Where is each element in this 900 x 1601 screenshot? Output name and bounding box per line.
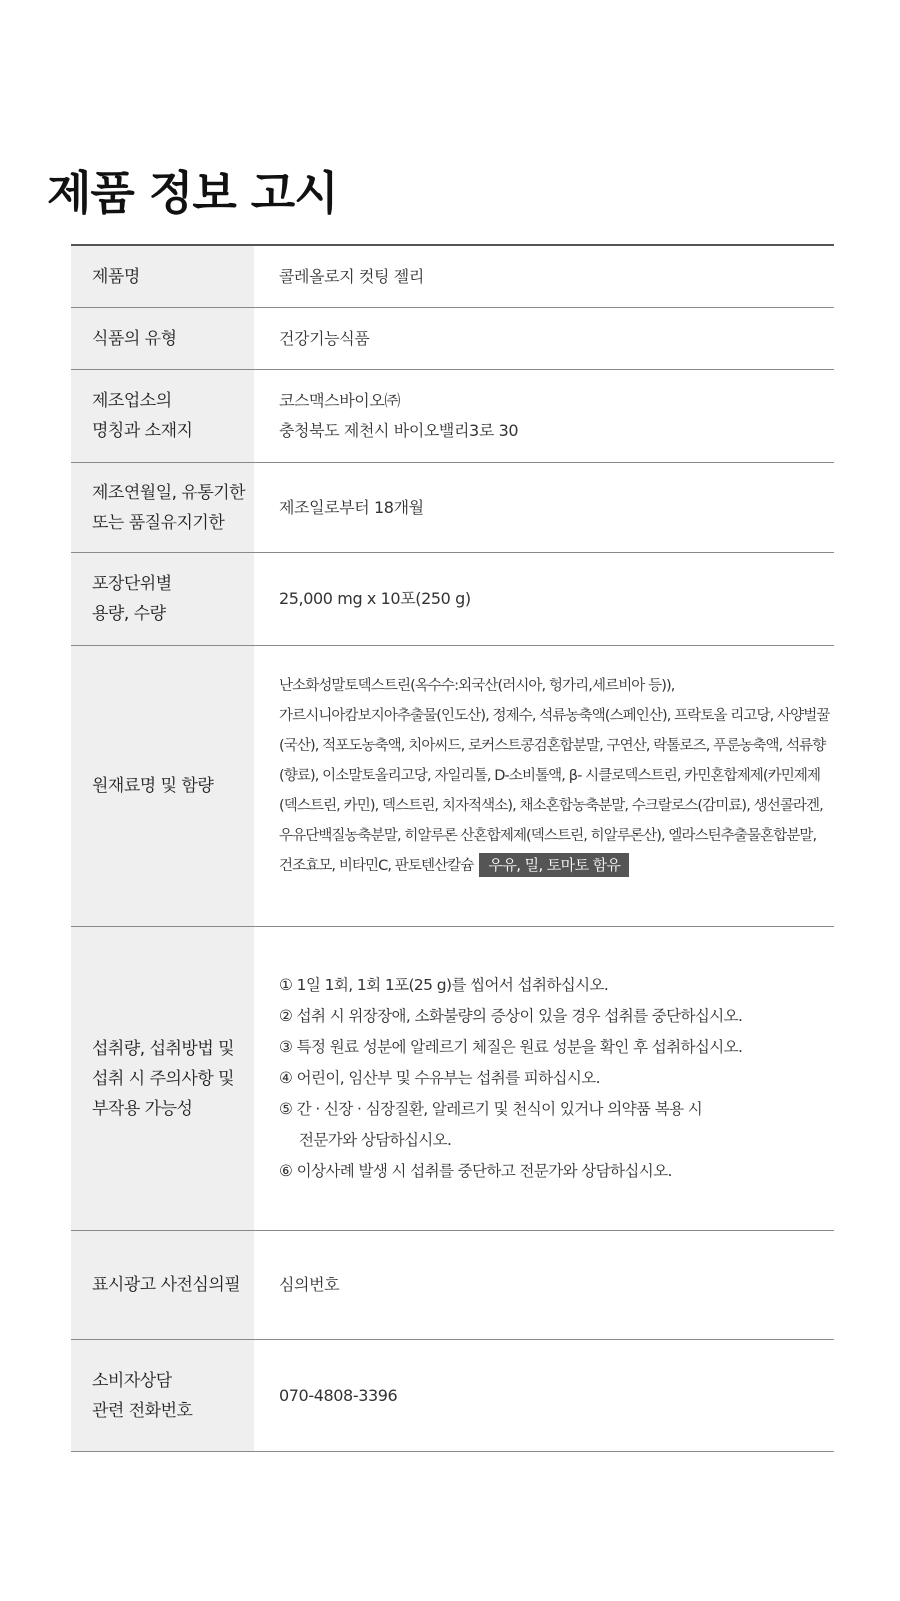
label-line: 제조연월일, 유통기한: [92, 482, 246, 503]
value-line: 코스맥스바이오㈜: [279, 391, 400, 410]
label-line: 섭취 시 주의사항 및: [92, 1068, 235, 1089]
label-line: 용량, 수량: [92, 604, 166, 624]
product-info-table: [71, 244, 834, 1452]
row-label: [71, 308, 254, 369]
usage-item: 전문가와 상담하십시오.: [299, 1131, 452, 1149]
table-row-product-name: [71, 246, 834, 308]
row-label: [71, 1231, 254, 1339]
usage-item: ⑥ 이상사례 발생 시 섭취를 중단하고 전문가와 상담하십시오.: [279, 1162, 672, 1180]
row-value: [254, 927, 834, 1230]
row-label: [71, 646, 254, 926]
row-value: [254, 1231, 834, 1339]
label-line: 명칭과 소재지: [92, 421, 193, 441]
table-row-package: [71, 553, 834, 646]
label-line: 표시광고 사전심의필: [92, 1275, 241, 1295]
usage-item: ② 섭취 시 위장장애, 소화불량의 증상이 있을 경우 섭취를 중단하십시오.: [279, 1007, 743, 1025]
row-label: [71, 1340, 254, 1451]
row-value: [254, 1340, 834, 1451]
label-line: 제품명: [92, 266, 140, 287]
label-line: 제조업소의: [92, 391, 172, 411]
row-value: [254, 370, 834, 462]
value-line: 제조일로부터 18개월: [279, 497, 424, 517]
label-line: 소비자상담: [92, 1370, 172, 1391]
usage-item: ① 1일 1회, 1회 1포(25 g)를 씹어서 섭취하십시오.: [279, 976, 609, 994]
usage-item: ③ 특정 원료 성분에 알레르기 체질은 원료 성분을 확인 후 섭취하십시오.: [279, 1038, 743, 1056]
ingredients-list: 난소화성말토덱스트린(옥수수:외국산(러시아, 헝가리,세르비아 등)), 가르시니아캄보지아추출물(인도산), 정제수, 석류농축액(스페인산), 프락토올 리고당, 사양벌꿀(국산), 적포도농축액, 치아씨드, 로커스트콩검혼합분말, 구연산, 락톨로즈, 푸룬농축액, 석류향(향료), 이소말토올리고당, 자일리톨, D-소비톨액, β- 시클로덱스트린, 카민혼합제제(카민제제(덱스트린, 카민), 덱스트린, 치자적색소), 채소혼합농축분말, 수크랄로스(감미료), 생선콜라겐, 우유단백질농축분말, 히알루론 산혼합제제(덱스트린, 히알루론산), 엘라스틴추출물혼합분말, 건조효모, 비타민C, 판토텐산칼슘: [279, 678, 830, 874]
row-value: [254, 553, 834, 645]
value-line: 심의번호: [279, 1275, 340, 1294]
table-row-expiry: [71, 463, 834, 553]
table-row-manufacturer: [71, 370, 834, 463]
label-line: 부작용 가능성: [92, 1098, 193, 1119]
label-line: 섭취량, 섭취방법 및: [92, 1038, 235, 1059]
usage-item: ④ 어린이, 임산부 및 수유부는 섭취를 피하십시오.: [279, 1069, 601, 1087]
label-line: 또는 품질유지기한: [92, 512, 225, 533]
usage-item: ⑤ 간 · 신장 · 심장질환, 알레르기 및 천식이 있거나 의약품 복용 시: [279, 1100, 703, 1118]
label-line: 포장단위별: [92, 574, 172, 594]
row-label: [71, 370, 254, 462]
value-line: 070-4808-3396: [279, 1385, 398, 1405]
table-row-food-type: [71, 308, 834, 370]
row-label: [71, 927, 254, 1230]
value-line: 충청북도 제천시 바이오밸리3로 30: [279, 421, 519, 440]
row-value: [254, 246, 834, 307]
ingredients-text: [254, 646, 834, 926]
table-row-usage: [71, 927, 834, 1231]
row-label: [71, 553, 254, 645]
row-label: [71, 463, 254, 552]
label-line: 원재료명 및 함량: [92, 776, 214, 796]
table-row-consumer-phone: [71, 1340, 834, 1452]
value-line: 건강기능식품: [279, 328, 370, 348]
value-line: 25,000 mg x 10포(250 g): [279, 589, 471, 608]
row-label: [71, 246, 254, 307]
table-row-ingredients: [71, 646, 834, 927]
label-line: 관련 전화번호: [92, 1400, 193, 1421]
row-value: [254, 308, 834, 369]
page-title: 제품 정보 고시: [47, 166, 338, 220]
row-value: [254, 463, 834, 552]
table-row-ad-review: [71, 1231, 834, 1340]
value-line: 콜레올로지 컷팅 젤리: [279, 266, 424, 286]
allergen-badge: 우유, 밀, 토마토 함유: [479, 853, 629, 877]
label-line: 식품의 유형: [92, 328, 177, 349]
